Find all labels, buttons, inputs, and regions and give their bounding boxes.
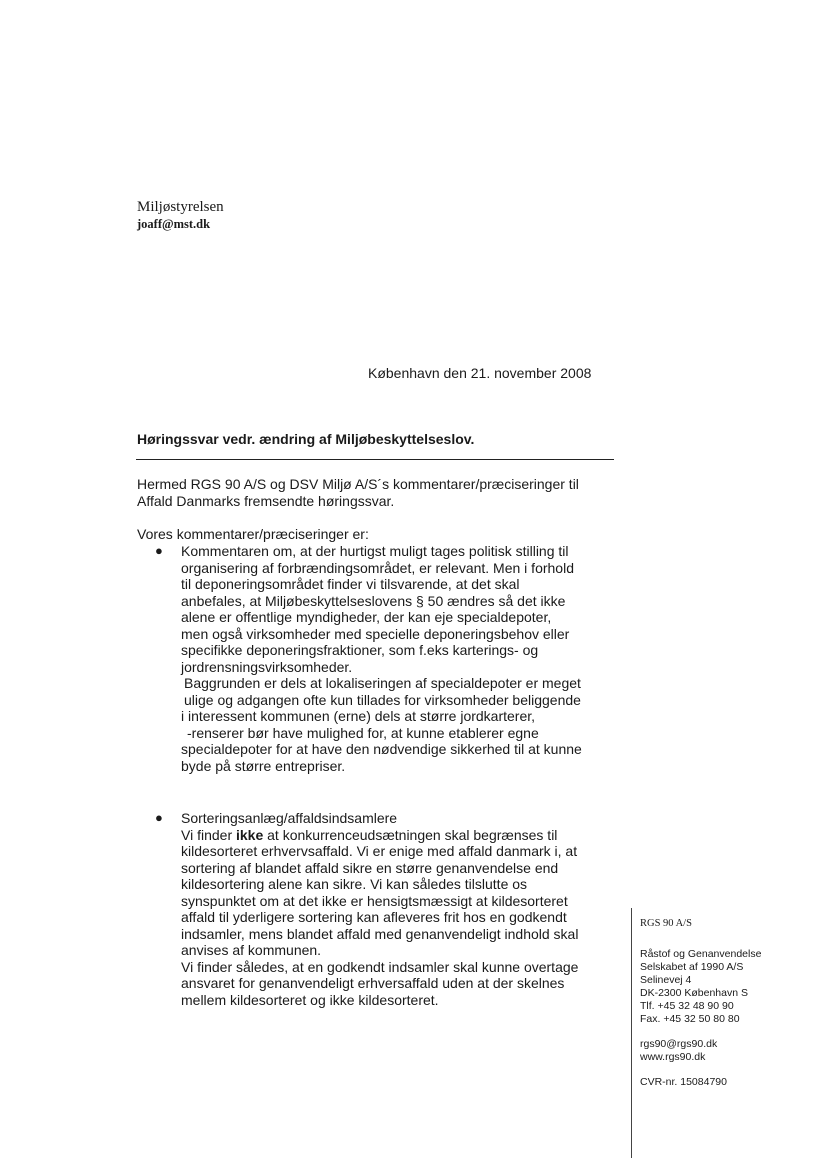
footer-address-line: Selskabet af 1990 A/S xyxy=(640,961,744,973)
item-line: synspunktet om at det ikke er hensigtsmæssigt at kildesorteret xyxy=(181,892,568,909)
item-line: organisering af forbrændingsområdet, er relevant. Men i forhold xyxy=(181,559,574,576)
item-line: kildesorteret erhvervsaffald. Vi er enige med affald danmark i, at xyxy=(181,843,578,859)
recipient-email: joaff@mst.dk xyxy=(137,217,211,231)
item-line: Baggrunden er dels at lokaliseringen af specialdepoter er meget xyxy=(184,675,581,691)
footer-divider xyxy=(631,908,632,1158)
footer-cvr: CVR-nr. 15084790 xyxy=(640,1076,727,1088)
item-line: specifikke deponeringsfraktioner, som f.eks karterings- og xyxy=(181,642,539,658)
footer-contact xyxy=(640,1038,820,1064)
footer-website: www.rgs90.dk xyxy=(640,1051,706,1063)
footer-company: RGS 90 A/S xyxy=(640,918,692,929)
subject-divider xyxy=(136,459,614,460)
item-line: byde på større entrepriser. xyxy=(181,757,346,774)
item-line: til deponeringsområdet finder vi tilsvarende, at det skal xyxy=(181,576,520,592)
footer-email: rgs90@rgs90.dk xyxy=(640,1038,718,1050)
item-line: -renserer bør have mulighed for, at kunne etablerer egne xyxy=(187,724,539,741)
item-line: Kommentaren om, at der hurtigst muligt tages politisk stilling til xyxy=(181,543,569,559)
item-text: Vi finder xyxy=(181,826,236,843)
item-line: sortering af blandet affald sikre en større genanvendelse end xyxy=(181,859,559,876)
item-heading: Sorteringsanlæg/affaldsindsamlere xyxy=(181,810,398,826)
item-emphasis: ikke xyxy=(236,826,264,843)
item-line: Vi finder således, at en godkendt indsamler skal kunne overtage xyxy=(181,958,579,975)
item-text: at konkurrenceudsætningen skal begrænses til xyxy=(263,826,558,843)
recipient-name: Miljøstyrelsen xyxy=(137,199,224,215)
footer-fax: Fax. +45 32 50 80 80 xyxy=(640,1013,740,1025)
list-intro: Vores kommentarer/præciseringer er: xyxy=(137,526,369,542)
intro-paragraph xyxy=(137,476,617,509)
list-item xyxy=(155,543,621,774)
item-line: alene er offentlige myndigheder, der kan eje specialdepoter, xyxy=(181,609,552,625)
bullet-icon: ● xyxy=(155,810,163,825)
item-line: affald til yderligere sortering kan afleveres frit hos en godkendt xyxy=(181,909,567,925)
item-line: ulige og adgangen ofte kun tillades for virksomheder beliggende xyxy=(184,691,581,708)
bullet-icon: ● xyxy=(155,543,163,558)
item-line: ansvaret for genanvendeligt erhversaffald uden at der skelnes xyxy=(181,975,565,991)
footer-address-line: DK-2300 København S xyxy=(640,987,748,999)
item-line: anvises af kommunen. xyxy=(181,942,322,958)
recipient-block xyxy=(137,198,224,232)
item-line xyxy=(181,827,621,844)
item-line: jordrensningsvirksomheder. xyxy=(181,658,353,675)
item-line: kildesortering alene kan sikre. Vi kan således tilslutte os xyxy=(181,876,528,892)
item-line: specialdepoter for at have den nødvendige sikkerhed til at kunne xyxy=(181,741,582,757)
date-line: København den 21. november 2008 xyxy=(368,365,592,381)
footer-address-line: Råstof og Genanvendelse xyxy=(640,948,762,960)
footer-address-line: Selinevej 4 xyxy=(640,974,692,986)
item-line: anbefales, at Miljøbeskyttelseslovens § 50 ændres så det ikke xyxy=(181,592,566,609)
item-line: indsamler, mens blandet affald med genanvendeligt indhold skal xyxy=(181,925,579,942)
sender-footer xyxy=(640,917,820,1089)
intro-line: Hermed RGS 90 A/S og DSV Miljø A/S´s kommentarer/præciseringer til xyxy=(137,476,579,492)
intro-line: Affald Danmarks fremsendte høringssvar. xyxy=(137,492,395,509)
item-line: men også virksomheder med specielle deponeringsbehov eller xyxy=(181,625,570,642)
subject-heading: Høringssvar vedr. ændring af Miljøbeskyttelseslov. xyxy=(137,431,475,447)
footer-phone: Tlf. +45 32 48 90 90 xyxy=(640,1000,734,1012)
footer-address xyxy=(640,948,820,1026)
list-item xyxy=(155,810,621,1008)
item-line: i interessent kommunen (erne) dels at større jordkarterer, xyxy=(181,708,536,724)
item-line: mellem kildesorteret og ikke kildesorteret. xyxy=(181,991,439,1008)
